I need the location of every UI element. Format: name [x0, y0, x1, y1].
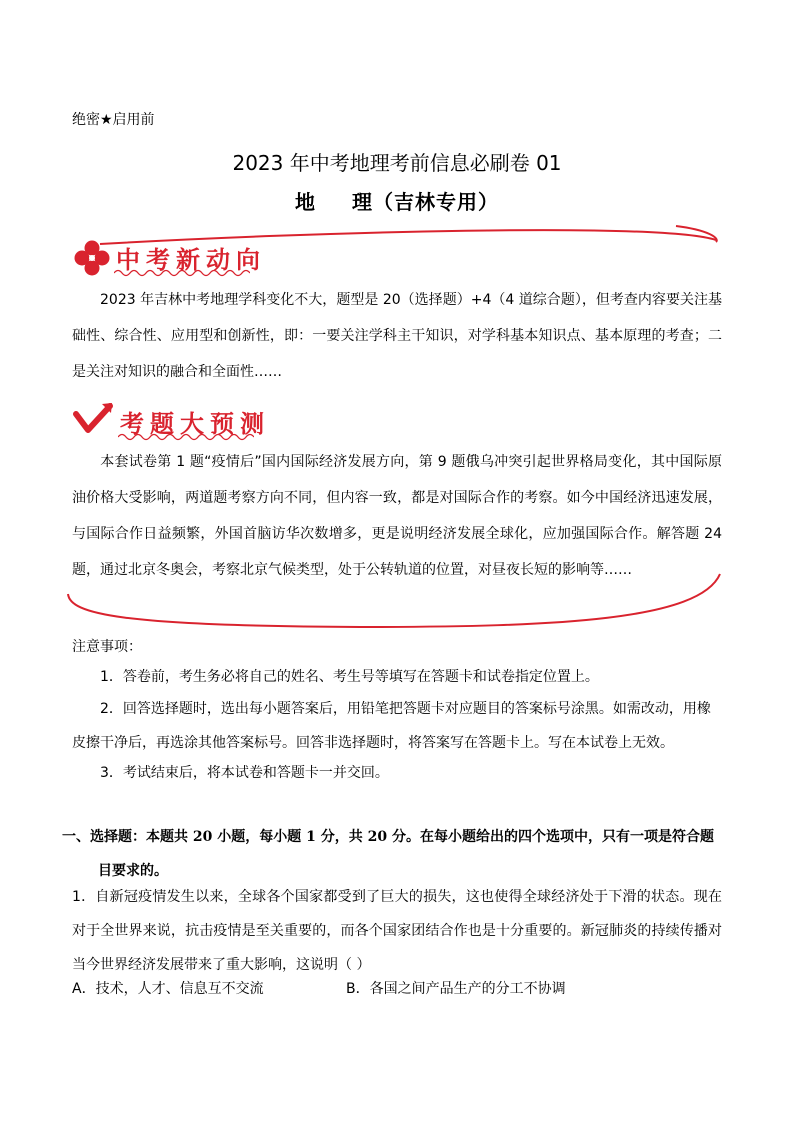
section-2-paragraph — [72, 444, 722, 588]
page-title: 2023 年中考地理考前信息必刷卷 01 — [232, 151, 562, 175]
option-a: A．技术，人才、信息互不交流 — [72, 981, 264, 997]
note-item: 3．考试结束后，将本试卷和答题卡一并交回。 — [100, 765, 389, 781]
subtitle-region: 理（吉林专用） — [352, 190, 499, 214]
section-1-text: 2023 年吉林中考地理学科变化不大，题型是 20（选择题）+4（4 道综合题），但考查内容要关注基础性、综合性、应用型和创新性，即：一要关注学科主干知识，对学科基本知识点、基本原理的考查；二是关注对知识的融合和全面性…… — [72, 292, 722, 380]
check-arrow-icon — [72, 400, 114, 440]
note-item: 2．回答选择题时，选出每小题答案后，用铅笔把答题卡对应题目的答案标号涂黑。如需改动，用橡皮擦干净后，再选涂其他答案标号。回答非选择题时，将答案写在答题卡上。写在本试卷上无效。 — [72, 701, 711, 751]
part-heading — [62, 820, 726, 888]
wave-underline — [118, 432, 254, 442]
clover-icon — [72, 238, 112, 278]
wave-underline — [114, 268, 250, 278]
section-2-text: 本套试卷第 1 题“疫情后”国内国际经济发展方向，第 9 题俄乌冲突引起世界格局变化，其中国际原油价格大受影响，两道题考察方向不同，但内容一致，都是对国际合作的考察。如今中国经济迅速发展，与国际合作日益频繁，外国首脑访华次数增多，更是说明经济发展全球化，应加强国际合作。解答题 24 题，通过北京冬奥会，考察北京气候类型，处于公转轨道的位置，对昼夜长短的影响等…… — [72, 454, 722, 578]
part-heading-text: 一、选择题：本题共 20 小题，每小题 1 分，共 20 分。在每小题给出的四个选项中，只有一项是符合题目要求的。 — [62, 829, 714, 879]
page-subtitle — [0, 186, 794, 215]
note-item: 1．答卷前，考生务必将自己的姓名、考生号等填写在答题卡和试卷指定位置上。 — [100, 669, 599, 685]
section-1-paragraph — [72, 282, 722, 390]
notes-title: 注意事项： — [72, 639, 142, 655]
question-stem: 1．自新冠疫情发生以来，全球各个国家都受到了巨大的损失，这也使得全球经济处于下滑的状态。现在对于全世界来说，抗击疫情是至关重要的，而各个国家团结合作也是十分重要的。新冠肺炎的持续传播对当今世界经济发展带来了重大影响，这说明（ ） — [72, 889, 722, 973]
confidential-label: 绝密★启用前 — [72, 112, 155, 128]
subtitle-subject: 地 — [295, 190, 316, 214]
section-heading-forecast: 考题大预测 — [120, 409, 270, 438]
option-b: B．各国之间产品生产的分工不协调 — [346, 981, 566, 997]
section-heading-new-trends: 中考新动向 — [116, 245, 266, 274]
